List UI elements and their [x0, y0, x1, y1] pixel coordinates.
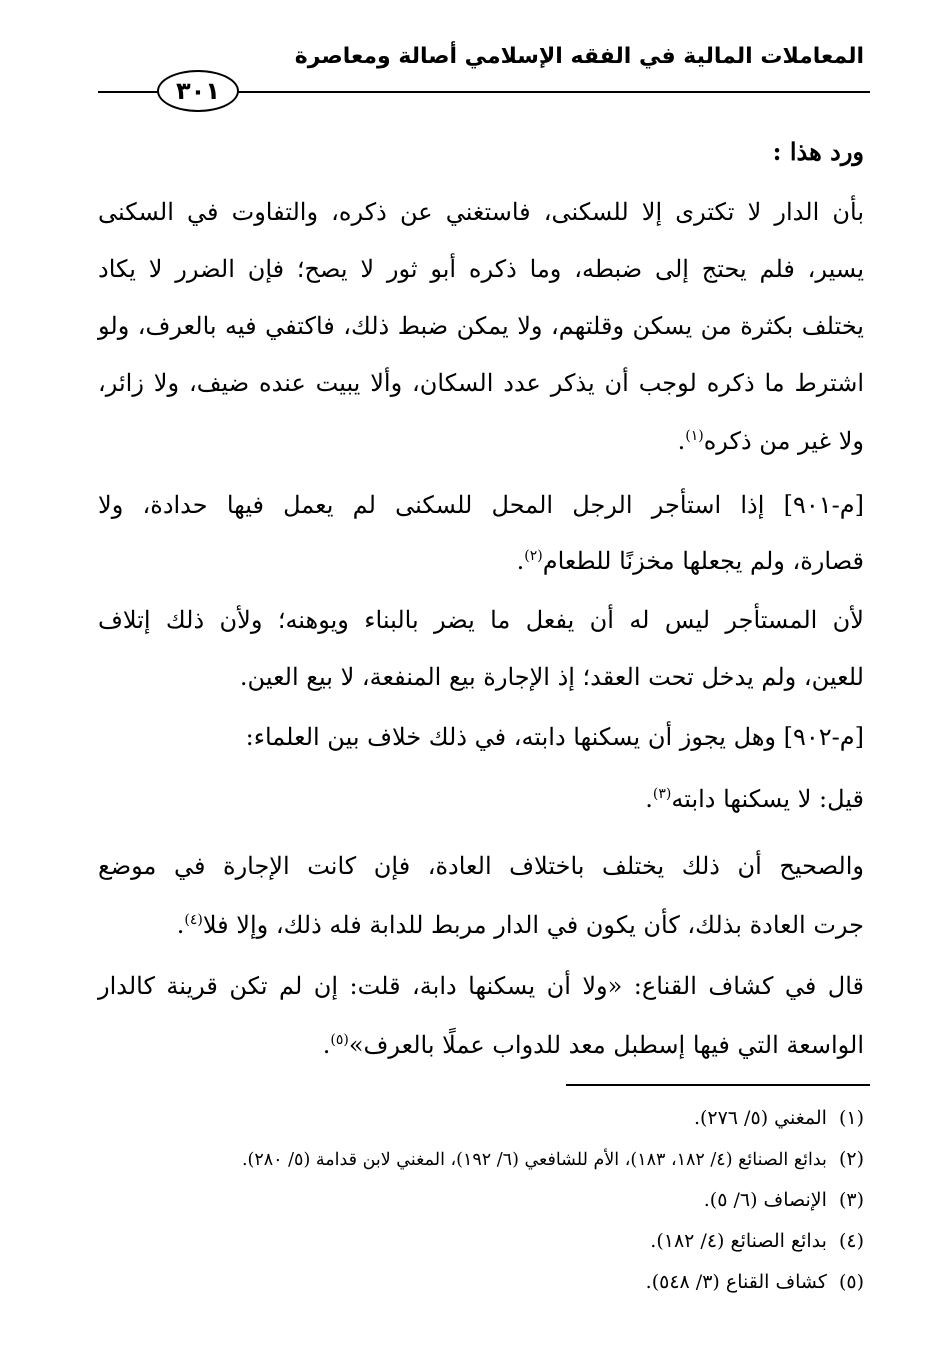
body-line: قال في كشاف القناع: «ولا أن يسكنها دابة، قلت: إن لم تكن قرينة كالدار — [98, 972, 864, 1000]
footnote — [650, 1227, 864, 1255]
footnote-text: بدائع الصنائع (٤/ ١٨٢، ١٨٣)، الأم للشافعي (٦/ ١٩٢)، المغني لابن قدامة (٥/ ٢٨٠). — [241, 1150, 827, 1170]
period: . — [322, 1031, 331, 1059]
period: . — [176, 911, 185, 939]
footnote-text: كشاف القناع (٣/ ٥٤٨). — [645, 1271, 827, 1293]
body-line — [323, 1024, 864, 1061]
footnote-ref: (٢) — [524, 548, 543, 564]
footnote-ref: (٤) — [184, 912, 203, 928]
footnote-number: (٥) — [838, 1271, 864, 1293]
body-line: والصحيح أن ذلك يختلف باختلاف العادة، فإن كانت الإجارة في موضع — [98, 852, 864, 880]
footnote-text: الإنصاف (٦/ ٥). — [703, 1189, 827, 1211]
period: . — [645, 785, 653, 813]
footnote — [704, 1186, 864, 1214]
ruling-902-line: [م-٩٠٢] وهل يجوز أن يسكنها دابته، في ذلك خلاف بين العلماء: — [245, 723, 864, 751]
body-line: اشترط ما ذكره لوجب أن يذكر عدد السكان، وألا يبيت عنده ضيف، ولا زائر، — [98, 369, 864, 397]
body-line: للعين، ولم يدخل تحت العقد؛ إذ الإجارة بيع المنفعة، لا بيع العين. — [239, 663, 864, 691]
footnote-number: (٢) — [838, 1148, 864, 1170]
paragraph-intro: ورد هذا : — [772, 137, 864, 166]
footnote-ref: (١) — [685, 428, 704, 444]
running-title: المعاملات المالية في الفقه الإسلامي أصالة ومعاصرة — [294, 44, 864, 69]
footnote-number: (٣) — [838, 1189, 864, 1211]
footnote-separator — [566, 1084, 870, 1086]
period: . — [516, 547, 525, 575]
ruling-901-line: [م-٩٠١] إذا استأجر الرجل المحل للسكنى لم يعمل فيها حدادة، ولا — [98, 491, 864, 519]
period: . — [677, 427, 686, 455]
footnote-ref: (٣) — [652, 786, 672, 802]
footnote-text: بدائع الصنائع (٤/ ١٨٢). — [650, 1230, 827, 1252]
body-line: يسير، فلم يحتج إلى ضبطه، وما ذكره أبو ثور لا يصح؛ فإن الضرر لا يكاد — [98, 255, 864, 283]
body-line: بأن الدار لا تكترى إلا للسكنى، فاستغني عن ذكره، والتفاوت في السكنى — [98, 198, 864, 226]
body-line: يختلف بكثرة من يسكن وقلتهم، ولا يمكن ضبط ذلك، فاكتفي فيه بالعرف، ولو — [98, 312, 864, 340]
body-line — [517, 540, 864, 577]
page-number: ٣٠١ — [157, 70, 239, 112]
body-text: الواسعة التي فيها إسطبل معد للدواب عملًا بالعرف» — [348, 1031, 864, 1059]
body-line: لأن المستأجر ليس له أن يفعل ما يضر بالبناء ويوهنه؛ ولأن ذلك إتلاف — [98, 606, 864, 634]
body-text: قيل: لا يسكنها دابته — [671, 785, 864, 813]
footnote — [242, 1145, 864, 1174]
footnote-number: (١) — [838, 1107, 864, 1129]
body-line — [645, 778, 864, 815]
footnote-ref: (٥) — [330, 1032, 349, 1048]
footnote — [694, 1104, 864, 1132]
body-line — [177, 904, 864, 941]
body-text: جرت العادة بذلك، كأن يكون في الدار مربط للدابة فله ذلك، وإلا فلا — [202, 911, 864, 939]
body-text: قصارة، ولم يجعلها مخزنًا للطعام — [542, 547, 864, 575]
body-line — [678, 420, 864, 457]
body-text: ولا غير من ذكره — [703, 427, 864, 455]
footnote-number: (٤) — [838, 1230, 864, 1252]
footnote — [646, 1268, 864, 1296]
footnote-text: المغني (٥/ ٢٧٦). — [693, 1107, 827, 1129]
